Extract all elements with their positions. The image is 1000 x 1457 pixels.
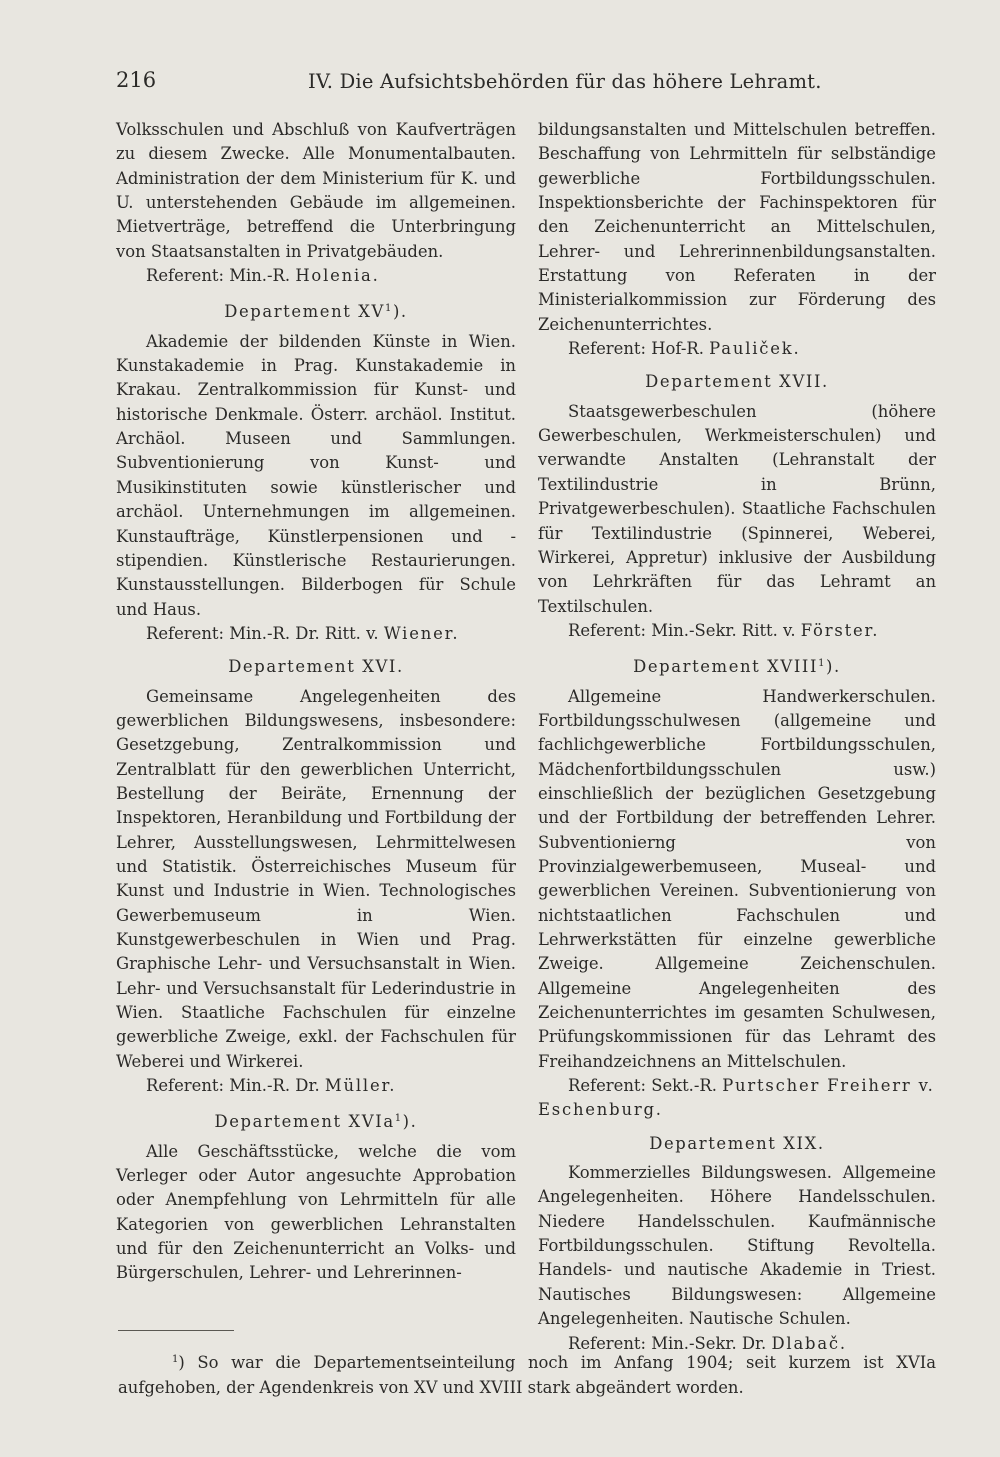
footnote-ref: 1 — [394, 1113, 403, 1125]
paragraph: Kommerzielles Bildungswesen. Allgemeine Angelegenheiten. Höhere Handelsschulen. Niedere Handelsschulen. Kaufmännische Fortbildungsschulen. Stiftung Revoltella. Handels- und nautische Akademie in Triest. Nautisches Bildungswesen: Allgemeine Angelegenheiten. Nautische Schulen. — [538, 1163, 936, 1329]
referent-name: Müller. — [324, 1076, 397, 1096]
section-heading — [538, 652, 936, 679]
heading-text: Departement XV — [224, 302, 385, 322]
heading-text: Departement XVIII — [633, 657, 819, 677]
referent-label: Referent: Min.-R. — [146, 266, 291, 286]
referent-label: Referent: Min.-Sekr. Ritt. v. — [568, 620, 796, 640]
heading-end: ). — [402, 1112, 418, 1132]
referent-line — [538, 619, 936, 643]
paragraph: Allgemeine Handwerkerschulen. Fortbildungsschulwesen (allgemeine und fachlichgewerbliche Fortbildungsschulen, Mädchenfortbildungsschulen usw.) einschließlich der bezüglichen Gesetzgebung und der Fortbildung der betreffenden Lehrer. Subventionierng von Provinzialgewerbemuseen, Museal- und gewerblichen Vereinen. Subventionierung von nichtstaatlichen Fachschulen und Lehrwerkstätten für einzelne gewerbliche Zweige. Allgemeine Zeichenschulen. Allgemeine Angelegenheiten des Zeichenunterrichtes im gesamten Schulwesen, Prüfungskommissionen für das Lehramt des Freihandzeichnens an Mittelschulen. — [538, 686, 936, 1071]
footnote-ref: 1 — [818, 658, 827, 670]
referent-label: Referent: Sekt.-R. — [568, 1076, 717, 1096]
paragraph: Alle Geschäftsstücke, welche die vom Verleger oder Autor angesuchte Approbation oder Anempfehlung von Lehrmitteln für alle Kategorien von gewerblichen Lehranstalten und für den Zeichenunterricht an Volks- und Bürgerschulen, Lehrer- und Lehrerinnen- — [116, 1141, 516, 1283]
right-column — [538, 118, 936, 1356]
referent-label: Referent: Min.-R. Dr. Ritt. v. — [146, 623, 379, 643]
page-header — [116, 62, 936, 96]
heading-text: Departement XVIa — [214, 1112, 395, 1132]
referent-line — [538, 337, 936, 361]
paragraph: Staatsgewerbeschulen (höhere Gewerbeschulen, Werkmeisterschulen) und verwandte Anstalten (Lehranstalt der Textilindustrie in Brünn, Privatgewerbeschulen). Staatliche Fachschulen für Textilindustrie (Spinnerei, Weberei, Wirkerei, Appretur) inklusive der Ausbildung von Lehrkräften für das Lehramt an Textilschulen. — [538, 401, 936, 616]
referent-name: Pauliček. — [709, 339, 801, 359]
referent-label: Referent: Min.-Sekr. Dr. — [568, 1333, 767, 1353]
section-heading: Departement XIX. — [649, 1133, 825, 1153]
footnote-ref: 1 — [384, 303, 393, 315]
referent-line — [116, 1074, 516, 1098]
paragraph: bildungsanstalten und Mittelschulen betreffen. Beschaffung von Lehrmitteln für selbständige gewerbliche Fortbildungsschulen. Inspektionsberichte der Fachinspektoren für den Zeichenunterricht an Mittelschulen, Lehrer- und Lehrerinnenbildungsanstalten. Erstattung von Referaten in der Ministerialkommission zur Förderung des Zeichenunterrichtes. — [538, 120, 936, 334]
footnote-text-line — [118, 1348, 936, 1400]
paragraph: Volksschulen und Abschluß von Kaufverträgen zu diesem Zwecke. Alle Monumentalbauten. Administration der dem Ministerium für K. und U. unterstehenden Gebäude im allgemeinen. Mietverträge, betreffend die Unterbringung von Staatsanstalten in Privatgebäuden. — [116, 120, 516, 261]
referent-line — [538, 1074, 936, 1123]
section-heading — [116, 1107, 516, 1134]
footnote — [118, 1348, 936, 1400]
referent-name: Holenia. — [295, 266, 380, 286]
referent-name: Dlabač. — [771, 1333, 847, 1353]
heading-end: ). — [826, 657, 841, 677]
referent-name: Wiener. — [383, 623, 460, 643]
footnote-text: ) So war die Departementseinteilung noch im Anfang 1904; seit kurzem ist XVIa aufgehoben, der Agendenkreis von XV und XVIII stark abgeändert worden. — [118, 1353, 936, 1397]
column-divider — [498, 120, 499, 1325]
paragraph: Gemeinsame Angelegenheiten des gewerblichen Bildungswesens, insbesondere: Gesetzgebung, Zentralkommission und Zentralblatt für den gewerblichen Unterricht, Bestellung der Beiräte, Ernennung der Inspektoren, Heranbildung und Fortbildung der Lehrer, Ausstellungswesen, Lehrmittelwesen und Statistik. Österreichisches Museum für Kunst und Industrie in Wien. Technologisches Gewerbemuseum in Wien. Kunstgewerbeschulen in Wien und Prag. Graphische Lehr- und Versuchsanstalt in Wien. Lehr- und Versuchsanstalt für Lederindustrie in Wien. Staatliche Fachschulen für einzelne gewerbliche Zweige, exkl. der Fachschulen für Weberei und Wirkerei. — [116, 686, 516, 1071]
referent-label: Referent: Hof-R. — [568, 339, 704, 359]
left-column — [116, 118, 516, 1286]
heading-end: ). — [392, 302, 408, 322]
referent-name: Förster. — [800, 620, 880, 640]
section-heading: Departement XVI. — [228, 657, 404, 677]
page-number: 216 — [116, 68, 157, 92]
footnote-marker: 1 — [172, 1354, 179, 1365]
section-heading — [116, 297, 516, 324]
referent-line — [116, 622, 516, 646]
section-heading: Departement XVII. — [645, 372, 829, 392]
running-title: IV. Die Aufsichtsbehörden für das höhere Lehramt. — [308, 70, 822, 93]
referent-name: Purtscher Freiherr v. Eschenburg. — [538, 1076, 935, 1120]
footnote-separator — [118, 1330, 234, 1331]
paragraph: Akademie der bildenden Künste in Wien. Kunstakademie in Prag. Kunstakademie in Krakau. Zentralkommission für Kunst- und historische Denkmale. Österr. archäol. Institut. Archäol. Museen und Sammlungen. Subventionierung von Kunst- und Musikinstituten sowie künstlerischer und archäol. Unternehmungen im allgemeinen. Kunstaufträge, Künstlerpensionen und -stipendien. Künstlerische Restaurierungen. Kunstausstellungen. Bilderbogen für Schule und Haus. — [116, 331, 516, 619]
referent-label: Referent: Min.-R. Dr. — [146, 1076, 320, 1096]
referent-line — [116, 264, 516, 288]
